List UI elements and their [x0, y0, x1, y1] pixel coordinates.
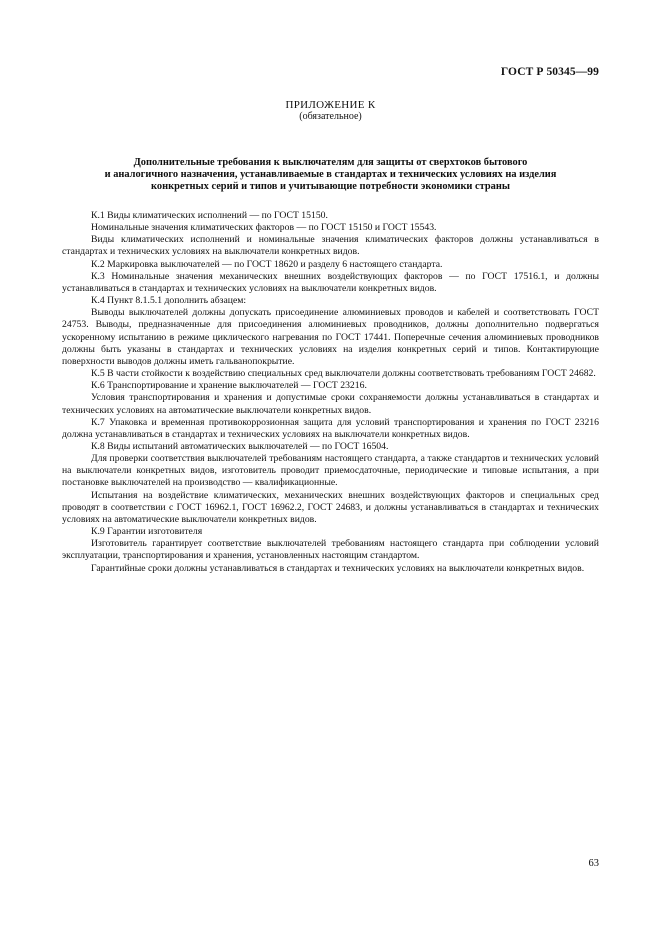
paragraph: Для проверки соответствия выключателей требованиям настоящего стандарта, а также стандартов и технических условий на выключатели конкретных видов, изготовитель проводит приемосдаточные, периодические и типовые испытания, а при постановке выключателей на производство — квалификационные. — [62, 453, 599, 489]
appendix-status-note: (обязательное) — [299, 111, 362, 122]
paragraph-k8: К.8 Виды испытаний автоматических выключателей — по ГОСТ 16504. — [91, 440, 389, 452]
paragraph: Условия транспортирования и хранения и допустимые сроки сохраняемости должны устанавливаться в стандартах и технических условиях на автоматические выключатели конкретных видов. — [62, 392, 599, 416]
paragraph-k5: К.5 В части стойкости к воздействию специальных сред выключатели должны соответствовать требованиям ГОСТ 24682. — [91, 368, 596, 380]
paragraph-k1: К.1 Виды климатических исполнений — по ГОСТ 15150. — [91, 210, 328, 221]
page-number: 63 — [588, 858, 599, 869]
paragraph: Виды климатических исполнений и номинальные значения климатических факторов должны устанавливаться в стандартах и технических условиях на выключатели конкретных видов. — [62, 234, 599, 258]
document-code: ГОСТ Р 50345—99 — [500, 66, 599, 78]
heading-line: конкретных серий и типов и учитывающие потребности экономики страны — [151, 181, 510, 192]
paragraph-k7: К.7 Упаковка и временная противокоррозионная защита для условий транспортирования и хранения по ГОСТ 23216 должна устанавливаться в стандартах и технических условиях на выключатели конкретных видов. — [62, 416, 599, 440]
appendix-heading — [62, 157, 599, 193]
appendix-title: ПРИЛОЖЕНИЕ К — [285, 99, 376, 111]
paragraph: Гарантийные сроки должны устанавливаться в стандартах и технических условиях на выключатели конкретных видов. — [91, 562, 585, 574]
paragraph: Номинальные значения климатических факторов — по ГОСТ 15150 и ГОСТ 15543. — [91, 222, 437, 234]
appendix-body — [62, 210, 599, 575]
heading-line: и аналогичного назначения, устанавливаемые в стандартах и технических условиях на изделия — [104, 169, 557, 180]
paragraph-k6: К.6 Транспортирование и хранение выключателей — ГОСТ 23216. — [91, 380, 367, 392]
paragraph: Выводы выключателей должны допускать присоединение алюминиевых проводов и кабелей и соответствовать ГОСТ 24753. Выводы, предназначенные для присоединения алюминиевых проводников, должны дополнительно подвергаться ускоренному испытанию в режиме циклического нагревания по ГОСТ 17441. Поперечные сечения алюминиевых проводников должны быть указаны в стандартах и технических условиях на изделия конкретных серий и типов. Контактирующие поверхности выводов должны иметь гальванопокрытие. — [62, 307, 599, 367]
paragraph: Испытания на воздействие климатических, механических внешних воздействующих факторов и специальных сред проводят в соответствии с ГОСТ 16962.1, ГОСТ 16962.2, ГОСТ 24683, и должны устанавливаться в стандартах и технических условиях на автоматические выключатели конкретных видов. — [62, 489, 599, 525]
paragraph-k4: К.4 Пункт 8.1.5.1 дополнить абзацем: — [91, 295, 247, 307]
paragraph: Изготовитель гарантирует соответствие выключателей требованиям настоящего стандарта при соблюдении условий эксплуатации, транспортирования и хранения, установленных настоящим стандартом. — [62, 538, 599, 562]
paragraph-k9: К.9 Гарантии изготовителя — [91, 526, 203, 538]
paragraph-k3: К.3 Номинальные значения механических внешних воздействующих факторов — по ГОСТ 17516.1, и должны устанавливаться в стандартах и технических условиях на выключатели конкретных видов. — [62, 270, 599, 294]
heading-line: Дополнительные требования к выключателям для защиты от сверхтоков бытового — [133, 157, 528, 168]
paragraph-k2: К.2 Маркировка выключателей — по ГОСТ 18620 и разделу 6 настоящего стандарта. — [91, 258, 443, 270]
